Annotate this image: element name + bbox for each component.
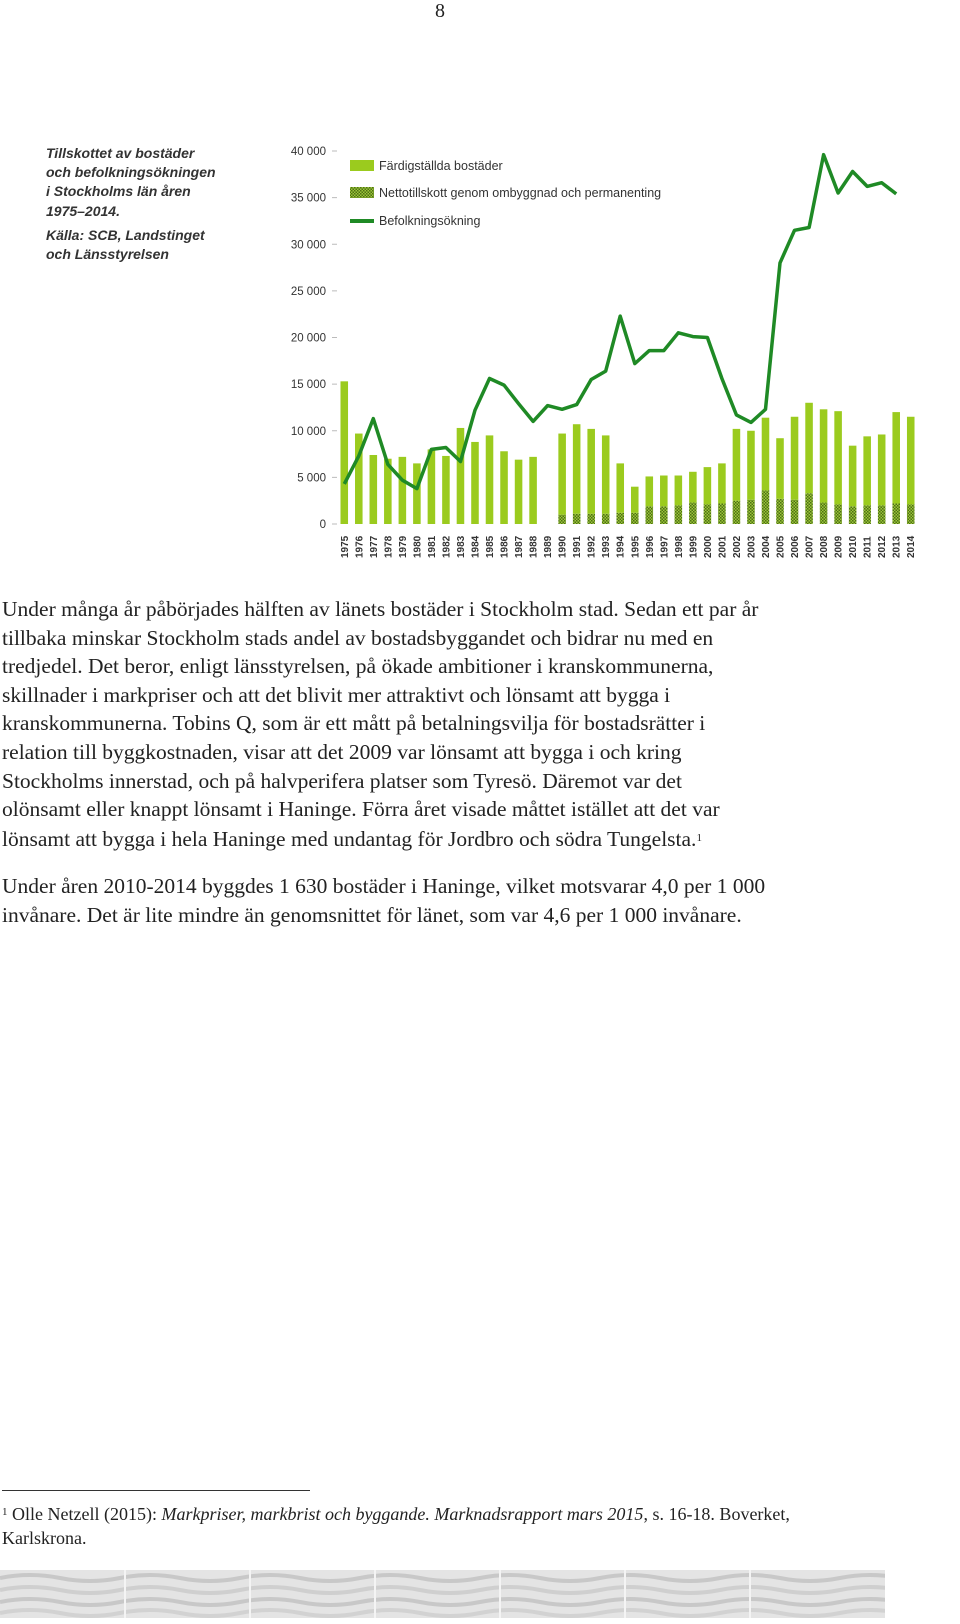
x-tick-label: 1997 (659, 535, 671, 558)
caption-line-5: Källa: SCB, Landstinget (46, 227, 205, 243)
bar-conversion (849, 506, 857, 524)
bar-completed (587, 429, 595, 514)
bar-completed (805, 403, 813, 493)
page-number: 8 (435, 0, 445, 22)
bar-conversion (834, 504, 842, 524)
y-tick-label: 20 000 (290, 332, 326, 345)
bar-completed (558, 434, 566, 515)
footnote-line-1 (2, 1500, 882, 1526)
y-tick-label: 25 000 (290, 285, 326, 298)
bar-completed (471, 442, 479, 524)
bar-completed (442, 456, 450, 524)
bar-completed (370, 455, 378, 524)
x-tick-label: 2013 (891, 535, 903, 558)
x-tick-label: 1978 (383, 535, 395, 558)
x-tick-label: 1977 (368, 535, 380, 558)
p1-line-7: Stockholms innerstad, och på halvperifera platser som Tyresö. Däremot var det (2, 768, 682, 793)
chart-caption (46, 145, 216, 262)
bar-completed (457, 428, 465, 524)
bar-conversion (689, 503, 697, 524)
footnote-divider (2, 1490, 310, 1491)
bar-completed (849, 446, 857, 507)
legend-swatch-completed (350, 160, 374, 171)
x-tick-label: 1990 (557, 535, 569, 558)
population-line (344, 155, 896, 489)
bar-conversion (733, 501, 741, 524)
bar-series (340, 381, 914, 524)
bar-conversion (675, 505, 683, 524)
bar-completed (573, 424, 581, 514)
x-tick-label: 1980 (412, 535, 424, 558)
bar-completed (791, 417, 799, 500)
y-tick-label: 35 000 (290, 192, 326, 205)
p1-line-9-text: lönsamt att bygga i hela Haninge med undantag för Jordbro och södra Tungelsta. (2, 826, 697, 851)
population-housing-chart (0, 130, 940, 570)
bar-completed (486, 435, 494, 524)
x-tick-label: 2007 (804, 535, 816, 558)
p1-line-2: tillbaka minskar Stockholm stads andel av bostadsbyggandet och bidrar nu med en (2, 625, 714, 650)
x-tick-label: 2008 (819, 535, 831, 558)
x-tick-label: 2011 (862, 536, 874, 558)
x-tick-label: 1996 (644, 535, 656, 558)
paragraph-1 (2, 595, 882, 853)
caption-line-3: i Stockholms län åren (46, 183, 191, 199)
bar-completed (689, 472, 697, 503)
bar-completed (820, 409, 828, 502)
bar-completed (863, 436, 871, 505)
p1-line-8: olönsamt eller knappt lönsamt i Haninge. Förra året visade måttet istället att det var (2, 797, 720, 822)
caption-line-6: och Länsstyrelsen (46, 246, 169, 262)
x-tick-label: 1999 (688, 535, 700, 558)
x-tick-label: 1983 (455, 535, 467, 558)
p2-line-2: invånare. Det är lite mindre än genomsnittet för länet, som var 4,6 per 1 000 invånare. (2, 902, 742, 927)
legend-swatch-conversion (350, 187, 374, 198)
caption-line-4: 1975–2014. (46, 203, 120, 219)
bar-completed (515, 460, 523, 524)
x-tick-label: 1988 (528, 535, 540, 558)
x-tick-label: 2006 (790, 535, 802, 558)
bar-completed (616, 463, 624, 512)
x-tick-label: 1975 (339, 535, 351, 558)
x-tick-label: 1989 (543, 535, 555, 558)
bar-conversion (878, 505, 886, 524)
x-tick-label: 1982 (441, 535, 453, 558)
bar-completed (646, 476, 654, 506)
bar-conversion (907, 504, 915, 524)
x-tick-label: 2009 (833, 535, 845, 558)
y-tick-label: 30 000 (290, 239, 326, 252)
x-tick-label: 1985 (485, 535, 497, 558)
x-tick-label: 1981 (426, 535, 438, 558)
bar-conversion (646, 506, 654, 524)
bar-conversion (747, 500, 755, 524)
bar-conversion (892, 503, 900, 524)
bar-conversion (820, 503, 828, 524)
p1-line-4: skillnader i markpriser och att det blivit mer attraktivt och lönsamt att bygga i (2, 682, 671, 707)
x-tick-label: 2001 (717, 535, 729, 558)
x-tick-label: 2014 (906, 535, 918, 558)
x-axis (340, 535, 917, 558)
p1-line-5: kranskommunerna. Tobins Q, som är ett mått på betalningsvilja för bostadsrätter i (2, 711, 706, 736)
bar-conversion (805, 493, 813, 524)
bar-completed (529, 457, 537, 524)
footnote-line-2: Karlskrona. (2, 1528, 87, 1548)
y-tick-label: 10 000 (290, 425, 326, 438)
bar-completed (631, 487, 639, 513)
legend-label-conversion: Nettotillskott genom ombyggnad och permanenting (379, 186, 662, 200)
bar-conversion (776, 499, 784, 524)
bar-conversion (587, 514, 595, 524)
p1-line-3: tredjedel. Det beror, enligt länsstyrelsen, på ökade ambitioner i kranskommunerna, (2, 654, 714, 679)
footnote-marker: 1 (2, 1506, 8, 1518)
y-axis (291, 146, 337, 531)
bar-conversion (558, 515, 566, 524)
bar-conversion (631, 513, 639, 524)
bar-completed (834, 411, 842, 504)
x-tick-label: 2004 (760, 535, 772, 558)
caption-line-2: och befolkningsökningen (46, 164, 216, 180)
bar-completed (660, 476, 668, 507)
bar-completed (733, 429, 741, 501)
p1-line-6: relation till byggkostnaden, visar att det 2009 var lönsamt att bygga i och kring (2, 739, 682, 764)
y-tick-label: 5 000 (297, 472, 326, 485)
paragraph-2 (2, 872, 882, 929)
bar-conversion (602, 514, 610, 524)
footnote-rest: , s. 16-18. Boverket, (643, 1504, 790, 1524)
x-tick-label: 1991 (572, 535, 584, 558)
x-tick-label: 2002 (731, 535, 743, 558)
bar-completed (413, 463, 421, 524)
x-tick-label: 2003 (746, 535, 758, 558)
bar-conversion (863, 505, 871, 524)
y-tick-label: 15 000 (290, 379, 326, 392)
x-tick-label: 1998 (673, 535, 685, 558)
p1-line-9 (2, 824, 882, 854)
x-tick-label: 1979 (397, 535, 409, 558)
bar-completed (762, 418, 770, 491)
footnote-author: Olle Netzell (2015): (12, 1504, 162, 1524)
x-tick-label: 1993 (601, 535, 613, 558)
footnote-reference: 1 (696, 831, 702, 844)
bar-completed (747, 431, 755, 500)
footnote (2, 1500, 882, 1550)
decorative-wave-band (0, 1570, 885, 1618)
chart-legend (350, 159, 661, 228)
line-series (344, 155, 896, 489)
p2-line-1: Under åren 2010-2014 byggdes 1 630 bostäder i Haninge, vilket motsvarar 4,0 per 1 000 (2, 874, 766, 898)
footnote-title: Markpriser, markbrist och byggande. Marknadsrapport mars 2015 (161, 1504, 644, 1524)
x-tick-label: 2000 (702, 535, 714, 558)
bar-completed (500, 451, 508, 524)
bar-completed (907, 417, 915, 505)
bar-conversion (791, 500, 799, 524)
bar-completed (602, 435, 610, 513)
legend-label-population: Befolkningsökning (379, 214, 481, 228)
x-tick-label: 1976 (354, 535, 366, 558)
x-tick-label: 1987 (514, 535, 526, 558)
p1-line-1: Under många år påbörjades hälften av länets bostäder i Stockholm stad. Sedan ett par år (2, 597, 759, 621)
x-tick-label: 2005 (775, 535, 787, 558)
bar-completed (399, 457, 407, 524)
x-tick-label: 1992 (586, 535, 598, 558)
bar-completed (776, 438, 784, 499)
bar-conversion (762, 490, 770, 524)
bar-conversion (660, 506, 668, 524)
x-tick-label: 1995 (630, 535, 642, 558)
bar-completed (718, 463, 726, 503)
bar-completed (892, 412, 900, 503)
y-tick-label: 40 000 (290, 146, 326, 158)
x-tick-label: 2010 (848, 535, 860, 558)
legend-label-completed: Färdigställda bostäder (379, 159, 503, 173)
x-tick-label: 1994 (615, 535, 627, 558)
bar-conversion (616, 513, 624, 524)
x-tick-label: 1984 (470, 535, 482, 558)
y-tick-label: 0 (319, 519, 326, 531)
bar-completed (878, 434, 886, 505)
x-tick-label: 2012 (877, 535, 889, 558)
bar-conversion (718, 503, 726, 524)
bar-completed (675, 476, 683, 506)
x-tick-label: 1986 (499, 535, 511, 558)
bar-conversion (704, 504, 712, 524)
caption-line-1: Tillskottet av bostäder (46, 145, 195, 161)
bar-completed (704, 467, 712, 504)
bar-conversion (573, 514, 581, 524)
bar-completed (340, 381, 348, 524)
